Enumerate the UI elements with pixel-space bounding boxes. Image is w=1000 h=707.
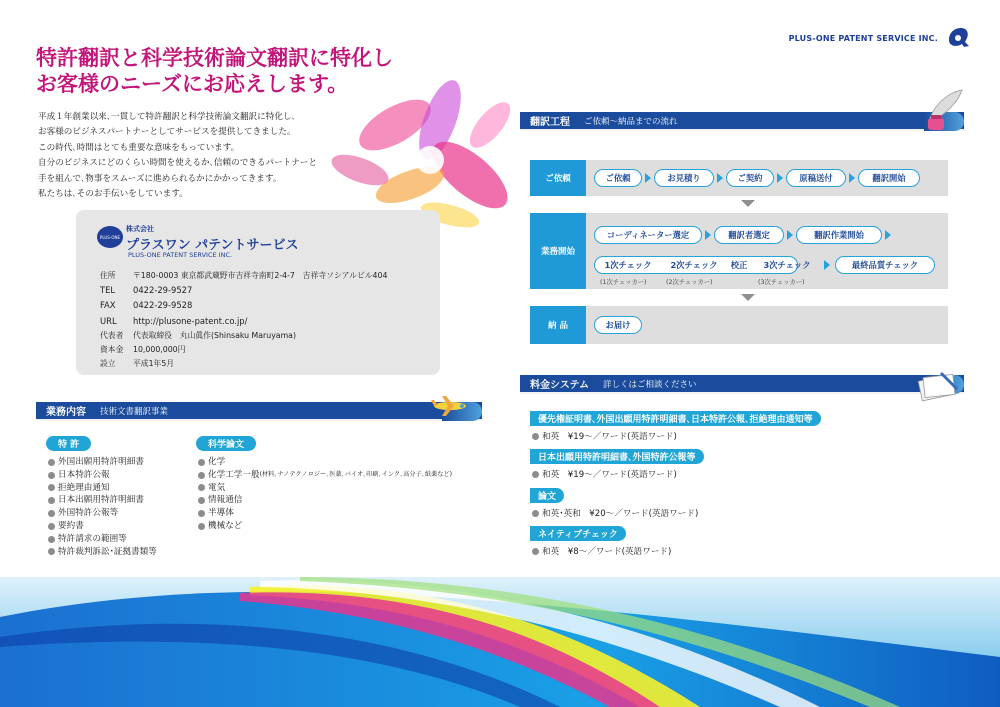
headline-line-1: 特許翻訳と科学技術論文翻訳に特化し [36,46,393,70]
headline [36,45,416,97]
headline-line-2: お客様のニーズにお応えします。 [36,72,349,96]
flow-step: 翻訳開始 [858,169,920,187]
list-item [48,533,157,546]
price-text: 和英･英和 ¥20～／ワード(英語ワード) [542,509,699,519]
flow-row-request [530,160,948,196]
row-value: 10,000,000円 [133,345,186,354]
list-item-text: 電気 [208,482,226,493]
arrow-right-icon [849,173,855,183]
price-category-pill: 優先権証明書､外国出願用特許明細書､日本特許公報､拒絶理由通知等 [530,411,821,426]
bullet-icon [532,510,539,517]
price-category-pill: ネイティブチェック [530,526,626,541]
company-info-card [76,210,440,375]
flow-row-delivery [530,306,948,344]
company-row-fax [100,298,430,314]
bullet-icon [198,472,205,479]
arrow-right-icon [787,230,793,240]
flow-step: 最終品質チェック [835,256,935,274]
bullet-icon [198,523,205,530]
price-line [532,545,671,557]
bullet-icon [198,484,205,491]
science-category-pill: 科学論文 [196,436,256,451]
row-value[interactable]: http://plusone-patent.co.jp/ [133,315,248,326]
company-row-capital [100,343,430,357]
patent-item-list [48,456,157,558]
row-value: 0422-29-9528 [133,300,193,311]
list-item-text: 拒絶理由通知 [58,482,110,493]
business-section-header [36,402,482,421]
company-row-address [100,268,430,282]
list-item-text: 化学工学一般 [208,469,260,480]
list-item [198,507,452,520]
checker-label: (1次チェッカー) [600,279,647,286]
flow-step: 3次チェック [763,260,811,270]
flow-step: お見積り [654,169,714,187]
flow-subtitle: ご依頼～納品までの流れ [584,116,678,127]
price-category-pill: 日本出願用特許明細書､外国特許公報等 [530,449,704,464]
flow-step: ご契約 [726,169,774,187]
list-item [198,469,452,482]
list-item [48,546,157,559]
list-item-text: 半導体 [208,508,234,519]
row-label: 住所 [100,270,116,280]
flow-row-head: ご依頼 [530,160,586,196]
bullet-icon [532,433,539,440]
list-item [48,469,157,482]
company-name: プラスワン パテントサービス [126,238,299,253]
flow-step: ご依頼 [594,169,642,187]
arrow-right-icon [645,173,651,183]
flow-step: 1次チェック [604,260,652,270]
intro-line: お客様のビジネスパートナーとしてサービスを提供してきました。 [38,127,296,138]
row-value: 0422-29-9527 [133,284,193,295]
row-label: 資本金 [100,345,124,354]
company-row-tel [100,282,430,298]
flow-section-header [520,112,964,131]
arrow-right-icon [777,173,783,183]
company-name-en: PLUS-ONE PATENT SERVICE INC. [128,251,233,259]
flow-row-head: 納 品 [530,306,586,344]
list-item-note: (材料､ナノテクノロジー､医薬､バイオ､印刷､インク､高分子､紙薬など) [259,470,453,478]
intro-line: この時代､時間はとても重要な意味をもっています。 [38,142,240,153]
intro-paragraph [38,110,338,202]
flow-step: 原稿送付 [786,169,846,187]
bullet-icon [48,472,55,479]
intro-line: 私たちは､そのお手伝いをしています。 [38,189,188,200]
intro-line: 平成１年創業以来､一貫して特許翻訳と科学技術論文翻訳に特化し､ [38,112,296,122]
list-item-text: 日本特許公報 [58,469,110,480]
list-item [198,456,452,469]
document-stack-icon [916,368,962,404]
airplane-icon [430,394,470,418]
bullet-icon [48,484,55,491]
list-item-text: 要約書 [58,520,84,531]
bullet-icon [48,536,55,543]
list-item [198,482,452,495]
price-text: 和英 ¥8～／ワード(英語ワード) [542,547,672,557]
plus-one-logo-icon [96,225,124,249]
bullet-icon [532,471,539,478]
flow-step: 2次チェック [670,260,718,270]
brand-name: PLUS-ONE PATENT SERVICE INC. [788,34,938,43]
row-label: 設立 [100,359,116,368]
pricing-subtitle: 詳しくはご相談ください [603,379,697,390]
list-item [48,520,157,533]
bullet-icon [198,459,205,466]
quill-inkpot-icon [922,88,964,134]
price-line [532,468,677,480]
bullet-icon [48,510,55,517]
arrow-right-icon [824,260,830,270]
science-item-list [198,456,452,533]
company-row-founded [100,357,430,371]
bullet-icon [48,497,55,504]
intro-line: 手を組んで､物事をスムーズに進められるかにかかってきます。 [38,173,282,184]
arrow-down-icon [741,200,755,207]
arrow-down-icon [741,294,755,301]
row-value: 代表取締役 丸山眞作(Shinsaku Maruyama) [133,331,297,340]
bullet-icon [48,523,55,530]
price-line [532,430,677,442]
row-label: 代表者 [100,331,124,340]
list-item-text: 化学 [208,457,226,467]
pricing-section-header [520,375,964,394]
list-item [48,482,157,495]
row-value: 平成1年5月 [133,359,175,368]
decorative-wave-background [0,577,1000,707]
list-item-text: 機械など [208,520,243,531]
list-item [48,456,157,469]
list-item [198,494,452,507]
flow-step: 翻訳者選定 [714,226,784,244]
company-details [100,268,430,371]
arrow-right-icon [717,173,723,183]
arrow-right-icon [705,230,711,240]
company-row-representative [100,329,430,343]
list-item-text: 外国特許公報等 [58,508,119,519]
flow-row-head: 業務開始 [530,213,586,289]
flow-step: コーディネーター選定 [594,226,702,244]
list-item [48,507,157,520]
flow-row-work [530,213,948,289]
company-type: 株式会社 [126,225,154,233]
intro-line: 自分のビジネスにどのくらい時間を使えるか､信頼のできるパートナーと [38,158,318,169]
list-item-text: 日本出願用特許明細書 [58,495,144,506]
plus-one-logo-icon [946,26,970,48]
company-row-url [100,313,430,329]
list-item-text: 特許請求の範囲等 [58,533,127,544]
flow-step: 翻訳作業開始 [796,226,882,244]
price-category-pill: 論文 [530,488,564,503]
patent-category-pill: 特 許 [46,436,91,451]
list-item-text: 情報通信 [208,495,243,506]
checker-label: (3次チェッカー) [758,279,805,286]
price-text: 和英 ¥19～／ワード(英語ワード) [542,432,677,442]
price-text: 和英 ¥19～／ワード(英語ワード) [542,470,677,480]
flow-step: お届け [594,316,642,334]
arrow-right-icon [885,230,891,240]
flow-title: 翻訳工程 [530,117,570,128]
row-value: 〒180-0003 東京都武蔵野市吉祥寺南町2-4-7 吉祥寺ソシアルビル404 [133,270,388,280]
bullet-icon [532,548,539,555]
business-title: 業務内容 [46,407,86,418]
bullet-icon [48,548,55,555]
list-item [198,520,452,533]
list-item-text: 外国出願用特許明細書 [58,457,144,467]
row-label: URL [100,315,117,326]
list-item-text: 特許裁判訴訟･証拠書類等 [58,546,157,557]
pricing-title: 料金システム [530,380,589,391]
row-label: FAX [100,300,116,311]
bullet-icon [198,510,205,517]
svg-text:PLUS-ONE: PLUS-ONE [99,235,121,240]
price-line [532,507,698,519]
business-subtitle: 技術文書翻訳事業 [100,406,169,417]
bullet-icon [48,459,55,466]
row-label: TEL [100,284,116,295]
bullet-icon [198,497,205,504]
list-item [48,494,157,507]
flow-step: 校正 [730,260,748,270]
checker-label: (2次チェッカー) [666,279,713,286]
